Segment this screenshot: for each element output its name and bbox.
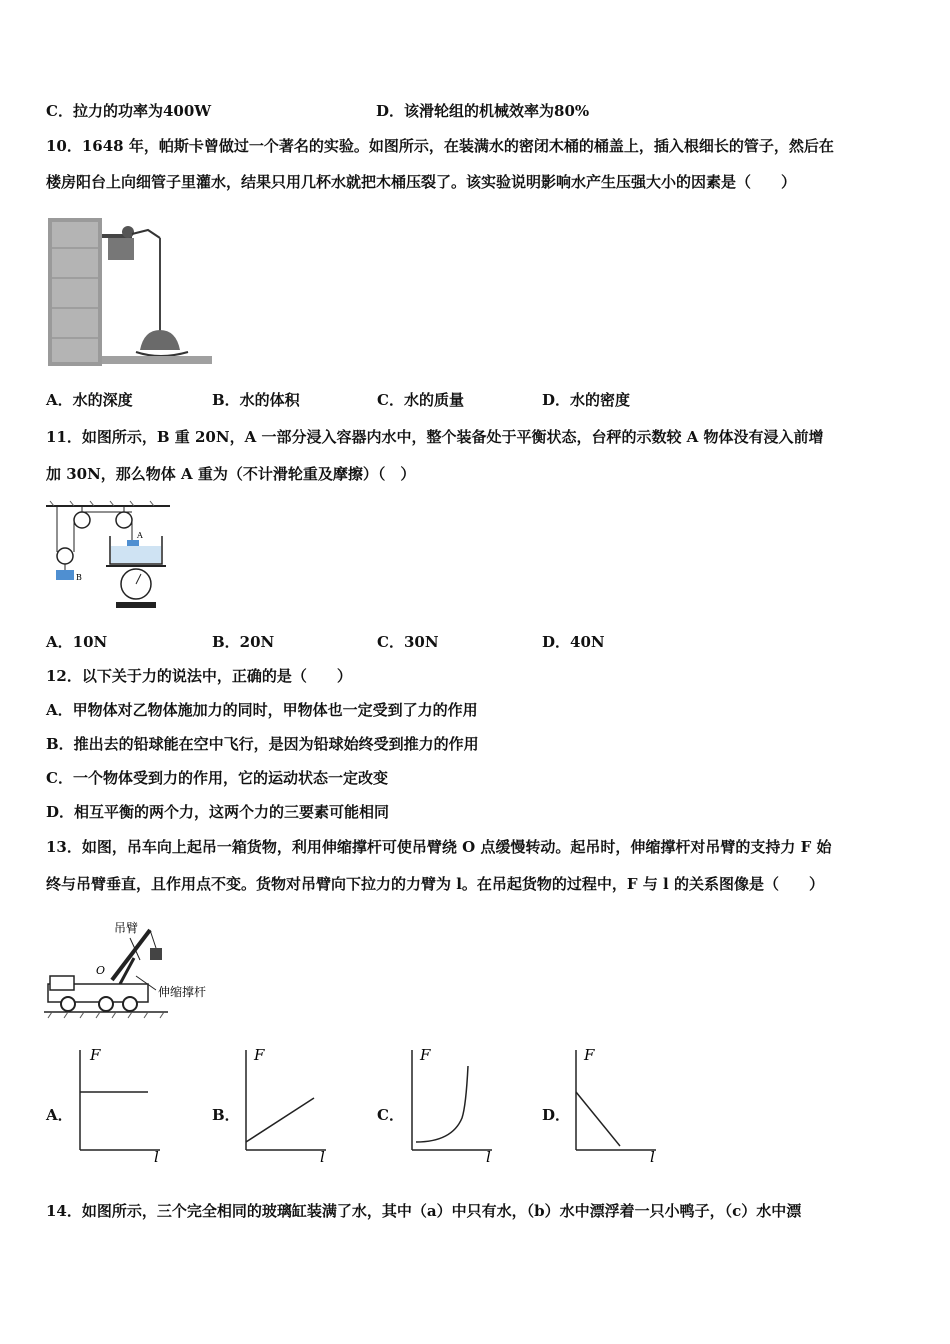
q13-stem-line1: 13．如图，吊车向上起吊一箱货物，利用伸缩撑杆可使吊臂绕 O 点缓慢转动。起吊时，伸缩撑杆对吊臂的支持力 F 始 [46, 838, 832, 856]
q12-option-c: C．一个物体受到力的作用，它的运动状态一定改变 [46, 769, 388, 787]
q10-pascal-barrel-figure [48, 218, 213, 368]
q13-graph-d [566, 1042, 666, 1164]
q9-option-c: C．拉力的功率为400W [46, 102, 212, 120]
q10-stem-line1: 10．1648 年，帕斯卡曾做过一个著名的实验。如图所示，在装满水的密闭木桶的桶盖上，插入根细长的管子，然后在 [46, 137, 834, 155]
q10-option-a: A．水的深度 [46, 391, 133, 409]
q13-graph-c-x-label: l [486, 1148, 491, 1164]
q11-label-a: A [137, 531, 143, 540]
q13-option-b-label: B． [212, 1106, 240, 1124]
q13-graph-d-x-label: l [650, 1148, 655, 1164]
q10-option-c: C．水的质量 [377, 391, 464, 409]
q13-graph-b-x-label: l [320, 1148, 325, 1164]
q13-graph-a-x-label: l [154, 1148, 159, 1164]
q10-option-b: B．水的体积 [212, 391, 300, 409]
q11-option-c: C．30N [377, 633, 439, 651]
q13-stem-line2: 终与吊臂垂直，且作用点不变。货物对吊臂向下拉力的力臂为 l。在吊起货物的过程中，F 与 l 的关系图像是（ ） [46, 875, 824, 893]
q13-graph-b-curve [246, 1098, 314, 1142]
q9-option-d: D．该滑轮组的机械效率为80% [376, 102, 590, 120]
q12-option-d: D．相互平衡的两个力，这两个力的三要素可能相同 [46, 803, 390, 821]
q13-option-a-label: A． [46, 1106, 73, 1124]
q13-graph-b [236, 1042, 336, 1164]
q13-option-c-label: C． [377, 1106, 404, 1124]
q13-graph-c-curve [416, 1066, 468, 1142]
q11-option-b: B．20N [212, 633, 275, 651]
q11-option-a: A．10N [46, 633, 108, 651]
q11-stem-line1: 11．如图所示，B 重 20N，A 一部分浸入容器内水中，整个装备处于平衡状态，台秤的示数较 A 物体没有浸入前增 [46, 428, 824, 446]
q13-graph-a [70, 1042, 170, 1164]
q12-option-a: A．甲物体对乙物体施加力的同时，甲物体也一定受到了力的作用 [46, 701, 478, 719]
q13-graph-a-y-label: F [90, 1046, 101, 1064]
q11-pulley-scale-figure [44, 500, 174, 618]
q11-stem-line2: 加 30N，那么物体 A 重为（不计滑轮重及摩擦）（ ） [46, 465, 416, 483]
q12-stem: 12．以下关于力的说法中，正确的是（ ） [46, 667, 352, 685]
q13-graph-d-y-label: F [584, 1046, 595, 1064]
q10-option-d: D．水的密度 [542, 391, 631, 409]
q13-graph-c-y-label: F [420, 1046, 431, 1064]
q13-label-pivot: O [96, 964, 106, 977]
q10-stem-line2: 楼房阳台上向细管子里灌水，结果只用几杯水就把木桶压裂了。该实验说明影响水产生压强大小的因素是（ ） [46, 173, 797, 191]
q11-label-b: B [76, 573, 82, 582]
q13-option-d-label: D． [542, 1106, 571, 1124]
q13-graph-c [402, 1042, 502, 1164]
q11-option-d: D．40N [542, 633, 605, 651]
q13-graph-d-curve [576, 1092, 620, 1146]
q13-label-strut: 伸缩撑杆 [158, 985, 207, 999]
q13-graph-b-y-label: F [254, 1046, 265, 1064]
q12-option-b: B．推出去的铅球能在空中飞行，是因为铅球始终受到推力的作用 [46, 735, 479, 753]
q13-label-arm: 吊臂 [114, 921, 139, 935]
q13-crane-figure [44, 918, 224, 1022]
q14-stem-line1: 14．如图所示，三个完全相同的玻璃缸装满了水，其中（a）中只有水，（b）水中漂浮着一只小鸭子，（c）水中漂 [46, 1202, 802, 1220]
